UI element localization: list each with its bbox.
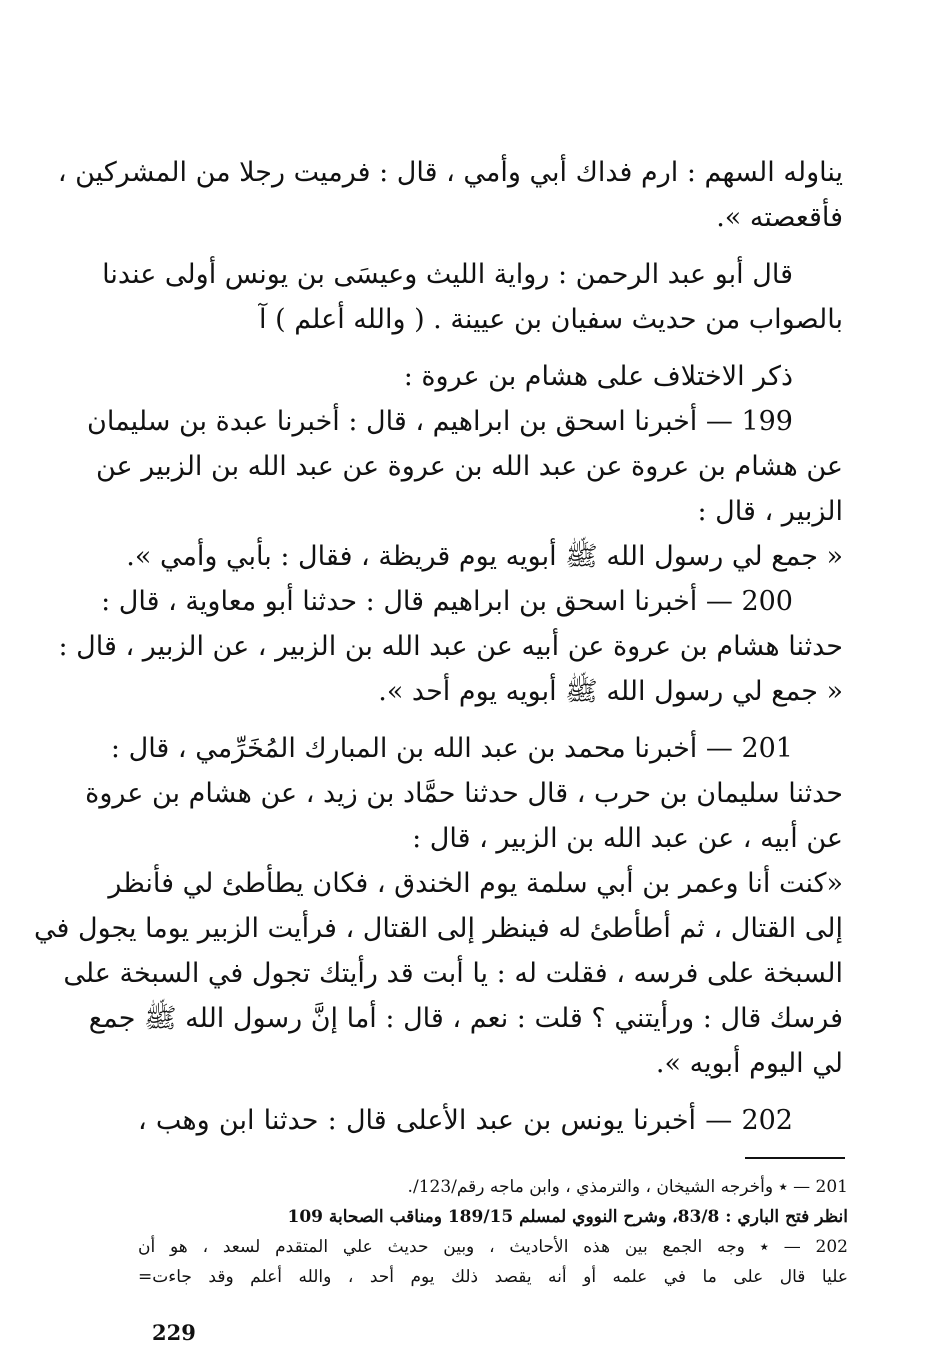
text-line: قال أبو عبد الرحمن : رواية الليث وعيسَى بن يونس أولى عندنا [102,259,793,290]
hadith-201: 201 — أخبرنا محمد بن عبد الله بن المبارك المُخَرِّمي ، قال : [110,733,793,764]
section-heading: ذكر الاختلاف على هشام بن عروة : [403,361,793,392]
text-line: فأقعصته ». [716,202,843,233]
text-line: فرسك قال : ورأيتني ؟ قلت : نعم ، قال : أما إنَّ رسول الله ﷺ جمع [88,1003,843,1034]
text-line: «كنت أنا وعمر بن أبي سلمة يوم الخندق ، فكان يطأطئ لي فأنظر [108,868,843,899]
hadith-199: 199 — أخبرنا اسحق بن ابراهيم ، قال : أخبرنا عبدة بن سليمان [87,406,793,437]
footnote-202: 202 — ٭ وجه الجمع بين هذه الأحاديث ، وبين حديث علي المتقدم لسعد ، هو أن [138,1237,848,1257]
footnote-201-reference: انظر فتح الباري : 83/8، وشرح النووي لمسلم 189/15 ومناقب الصحابة 109 [287,1207,848,1227]
footnote-divider [745,1157,845,1159]
text-line: يناوله السهم : ارم فداك أبي وأمي ، قال : فرميت رجلا من المشركين ، [57,157,843,188]
text-line: « جمع لي رسول الله ﷺ أبويه يوم أحد ». [378,676,843,707]
footnote-201: 201 — ٭ وأخرجه الشيخان ، والترمذي ، وابن ماجه رقم/123/. [407,1177,848,1197]
text-line: بالصواب من حديث سفيان بن عيينة . ( والله أعلم ) آ [259,304,843,335]
text-line: عن هشام بن عروة عن عبد الله بن عروة عن عبد الله بن الزبير عن [96,451,843,482]
text-line: حدثنا سليمان بن حرب ، قال حدثنا حمَّاد بن زيد ، عن هشام بن عروة [85,778,843,809]
hadith-200: 200 — أخبرنا اسحق بن ابراهيم قال : حدثنا أبو معاوية ، قال : [101,586,793,617]
text-line: عن أبيه ، عن عبد الله بن الزبير ، قال : [412,823,843,854]
text-line: « جمع لي رسول الله ﷺ أبويه يوم قريظة ، فقال : بأبي وأمي ». [126,541,843,572]
text-line: الزبير ، قال : [697,496,843,527]
footnote-202-continued: عليا قال على ما في علمه أو أنه يقصد ذلك يوم أحد ، والله أعلم وقد جاءت= [138,1267,848,1287]
text-line: حدثنا هشام بن عروة عن أبيه عن عبد الله بن الزبير ، عن الزبير ، قال : [58,631,843,662]
text-line: إلى القتال ، ثم أطأطئ له فينظر إلى القتال ، فرأيت الزبير يوما يجول في [33,913,843,944]
footnotes [138,1172,848,1292]
text-line: السبخة على فرسه ، فقلت له : يا أبت قد رأيتك تجول في السبخة على [63,958,843,989]
main-text [33,150,843,1143]
text-line: لي اليوم أبويه ». [655,1048,843,1079]
hadith-202: 202 — أخبرنا يونس بن عبد الأعلى قال : حدثنا ابن وهب ، [138,1105,793,1136]
page-number: 229 [152,1320,196,1345]
